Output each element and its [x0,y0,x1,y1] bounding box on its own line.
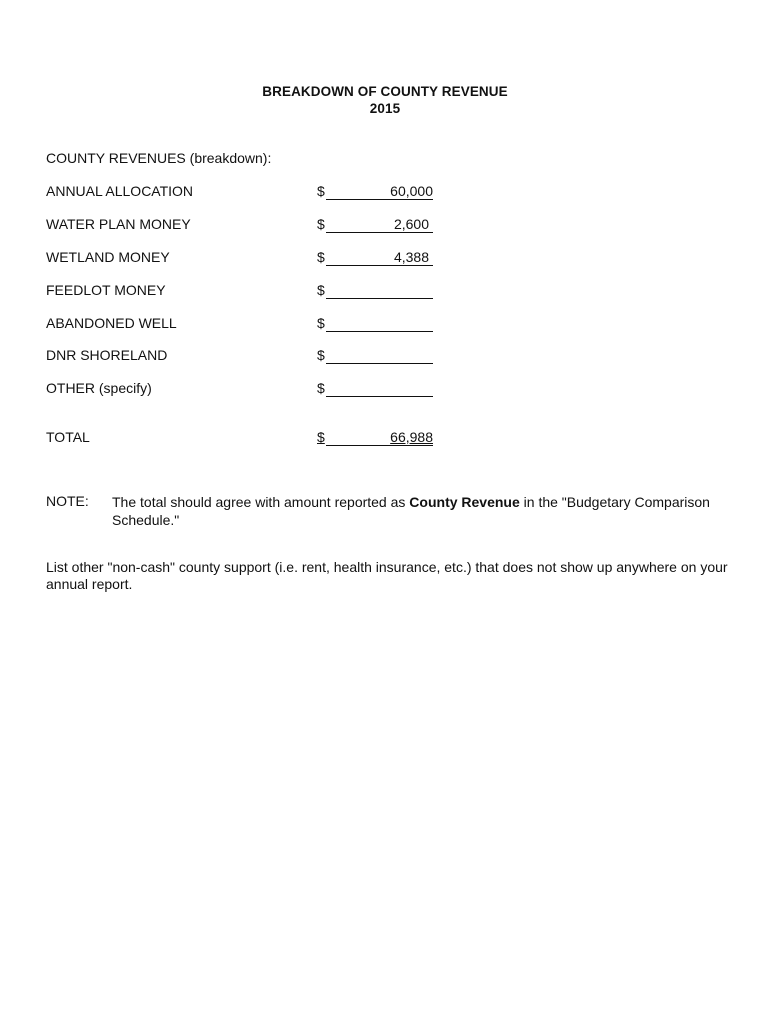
currency-symbol: $ [317,282,325,298]
total-label: TOTAL [46,429,90,445]
row-label: OTHER (specify) [46,380,152,396]
revenue-row-dnr-shoreland [46,347,446,365]
list-other-instructions: List other "non-cash" county support (i.e. rent, health insurance, etc.) that does not show up anywhere on your annual report. [46,559,728,592]
revenue-row-annual-allocation [46,183,446,201]
currency-symbol: $ [317,183,325,199]
row-label: ANNUAL ALLOCATION [46,183,194,199]
amount-field[interactable] [326,347,433,364]
revenue-row-feedlot-money [46,282,446,300]
currency-symbol: $ [317,347,325,363]
revenue-row-water-plan-money [46,216,446,234]
document-title: BREAKDOWN OF COUNTY REVENUE [262,84,508,99]
total-row [46,429,446,447]
amount-field[interactable] [326,216,433,233]
note-label: NOTE: [46,493,89,509]
total-amount-value: 66,988 [390,429,433,445]
currency-symbol: $ [317,249,325,265]
row-label: ABANDONED WELL [46,315,177,331]
note-text-bold: County Revenue [409,494,520,510]
currency-symbol: $ [317,216,325,232]
row-label: WATER PLAN MONEY [46,216,191,232]
row-label: DNR SHORELAND [46,347,168,363]
amount-field[interactable] [326,282,433,299]
amount-value: 4,388 [393,249,429,265]
amount-field[interactable] [326,315,433,332]
revenue-row-abandoned-well [46,315,446,333]
currency-symbol: $ [317,315,325,331]
row-label: WETLAND MONEY [46,249,170,265]
row-label: FEEDLOT MONEY [46,282,166,298]
amount-field[interactable] [326,183,433,200]
currency-symbol: $ [317,429,325,445]
revenue-row-other-specify [46,380,446,398]
note-text-before: The total should agree with amount reported as [112,494,410,510]
section-label: COUNTY REVENUES (breakdown): [46,150,272,166]
note-text-after: in the "Budgetary Comparison Schedule." [112,494,710,528]
amount-value: 60,000 [390,183,433,199]
revenue-row-wetland-money [46,249,446,267]
note-text [112,493,722,529]
amount-field[interactable] [326,249,433,266]
document-year: 2015 [369,101,401,116]
total-amount-field[interactable] [326,429,433,446]
amount-field[interactable] [326,380,433,397]
amount-value: 2,600 [393,216,429,232]
currency-symbol: $ [317,380,325,396]
